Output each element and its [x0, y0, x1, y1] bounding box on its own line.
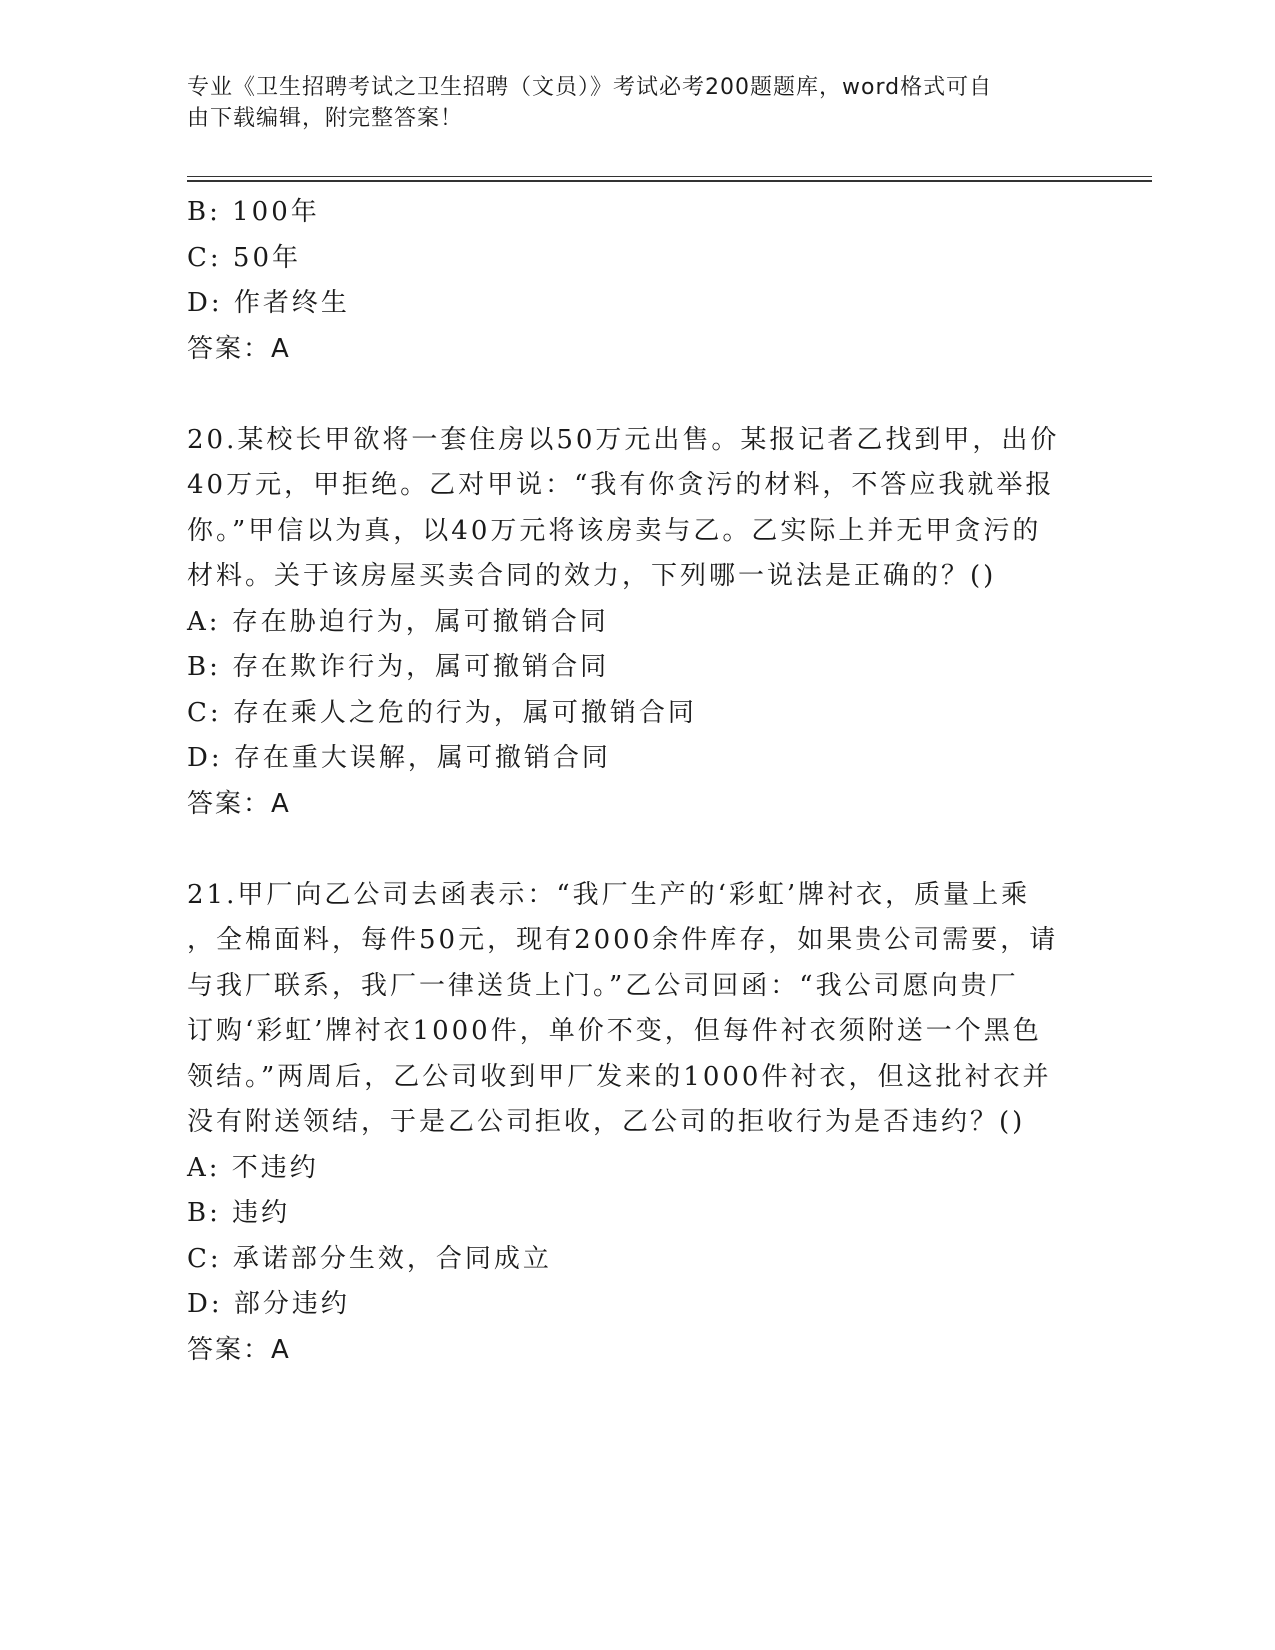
q20-option-d: D: 存在重大误解，属可撤销合同 — [187, 743, 611, 773]
header-rule-thin — [187, 176, 1152, 177]
q21-option-b: B: 违约 — [187, 1198, 291, 1228]
question-21 — [187, 873, 1087, 1374]
q21-stem-line: 与我厂联系，我厂一律送货上门。”乙公司回函：“我公司愿向贵厂 — [187, 970, 1019, 1001]
q20-option-b: B: 存在欺诈行为，属可撤销合同 — [187, 652, 610, 682]
q20-stem-line: 你。”甲信以为真，以40万元将该房卖与乙。乙实际上并无甲贪污的 — [187, 515, 1042, 546]
spacer — [187, 372, 1087, 418]
header-line-1: 专业《卫生招聘考试之卫生招聘（文员）》考试必考200题题库，word格式可自 — [187, 75, 993, 100]
question-20 — [187, 418, 1087, 828]
q21-option-c: C: 承诺部分生效，合同成立 — [187, 1243, 552, 1274]
q21-stem-line: 21.甲厂向乙公司去函表示：“我厂生产的‘彩虹’牌衬衣，质量上乘 — [187, 879, 1031, 910]
q19-option-c: C: 50年 — [187, 242, 302, 273]
q20-option-a: A: 存在胁迫行为，属可撤销合同 — [187, 606, 609, 637]
q20-stem-line: 40万元，甲拒绝。乙对甲说：“我有你贪污的材料，不答应我就举报 — [187, 470, 1055, 500]
q19-option-d: D: 作者终生 — [187, 288, 350, 318]
q21-option-d: D: 部分违约 — [187, 1289, 350, 1319]
q21-stem-line: 领结。”两周后，乙公司收到甲厂发来的1000件衬衣，但这批衬衣并 — [187, 1061, 1052, 1092]
header-rule-thick — [187, 180, 1152, 182]
q20-stem-line: 20.某校长甲欲将一套住房以50万元出售。某报记者乙找到甲，出价 — [187, 424, 1060, 455]
spacer — [187, 827, 1087, 873]
q19-answer: 答案：A — [187, 333, 291, 364]
question-19 — [187, 190, 1087, 372]
q21-answer: 答案：A — [187, 1334, 291, 1365]
q20-option-c: C: 存在乘人之危的行为，属可撤销合同 — [187, 697, 697, 728]
question-content — [187, 190, 1087, 1373]
q20-answer: 答案：A — [187, 788, 291, 819]
q21-option-a: A: 不违约 — [187, 1152, 319, 1183]
q19-option-b: B: 100年 — [187, 197, 320, 227]
header-line-2: 由下载编辑，附完整答案！ — [187, 106, 464, 131]
q21-stem-line: ，全棉面料，每件50元，现有2000余件库存，如果贵公司需要，请 — [187, 925, 1059, 955]
document-header — [187, 72, 1067, 134]
q21-stem-line: 订购‘彩虹’牌衬衣1000件，单价不变，但每件衬衣须附送一个黑色 — [187, 1016, 1042, 1046]
q20-stem-line: 材料。关于该房屋买卖合同的效力，下列哪一说法是正确的？() — [187, 561, 997, 591]
q21-stem-line: 没有附送领结，于是乙公司拒收，乙公司的拒收行为是否违约？() — [187, 1107, 1026, 1137]
